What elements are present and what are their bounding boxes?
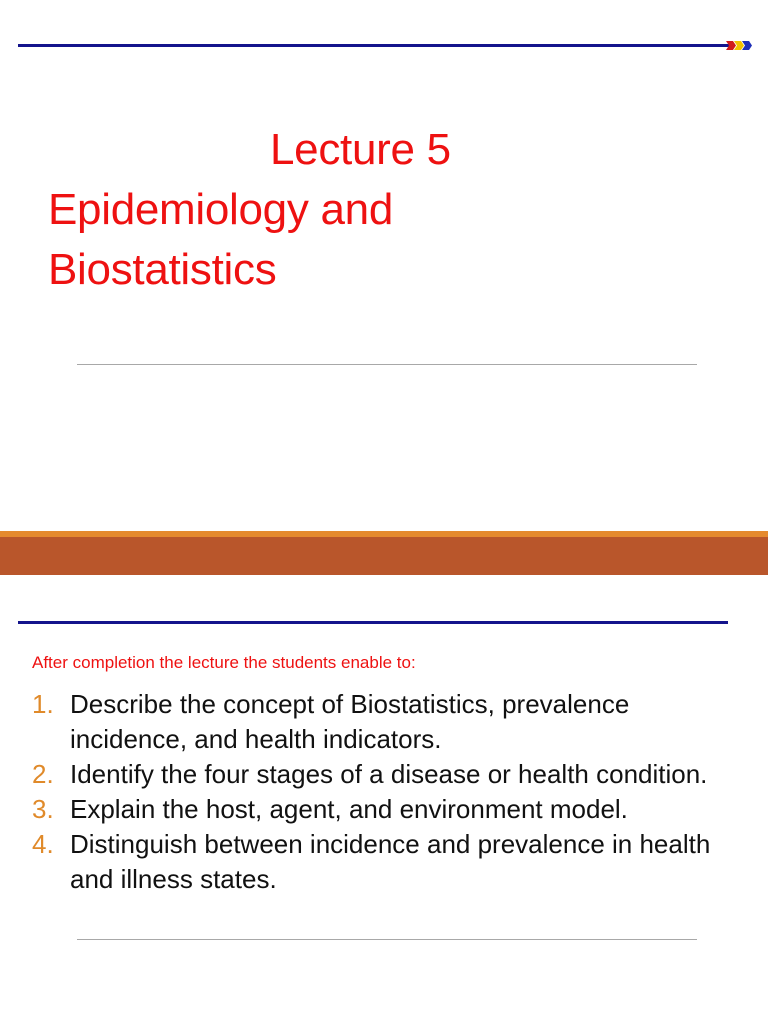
- separator-band: [0, 537, 768, 575]
- bottom-divider: [77, 939, 697, 940]
- objectives-top-rule: [18, 621, 728, 624]
- title-line-2: Epidemiology and: [48, 185, 393, 234]
- objective-item: [32, 687, 732, 757]
- title-lecture-number: Lecture 5: [270, 125, 451, 174]
- objective-number: 3.: [32, 794, 54, 824]
- objective-text: Describe the concept of Biostatistics, prevalence incidence, and health indicators.: [70, 689, 630, 754]
- objective-text: Distinguish between incidence and prevalence in health and illness states.: [70, 829, 711, 894]
- objective-text: Explain the host, agent, and environment model.: [70, 794, 628, 824]
- title-divider: [77, 364, 697, 365]
- objectives-list: [32, 687, 732, 897]
- objectives-intro: After completion the lecture the students enable to:: [32, 653, 416, 672]
- objective-text: Identify the four stages of a disease or health condition.: [70, 759, 708, 789]
- top-rule: [18, 44, 730, 47]
- objective-item: [32, 792, 732, 827]
- objective-item: [32, 757, 732, 792]
- objective-number: 1.: [32, 689, 54, 719]
- title-line-3: Biostatistics: [48, 245, 277, 294]
- arrow-ornament-icon: [726, 40, 754, 51]
- objective-number: 2.: [32, 759, 54, 789]
- objective-item: [32, 827, 732, 897]
- objective-number: 4.: [32, 829, 54, 859]
